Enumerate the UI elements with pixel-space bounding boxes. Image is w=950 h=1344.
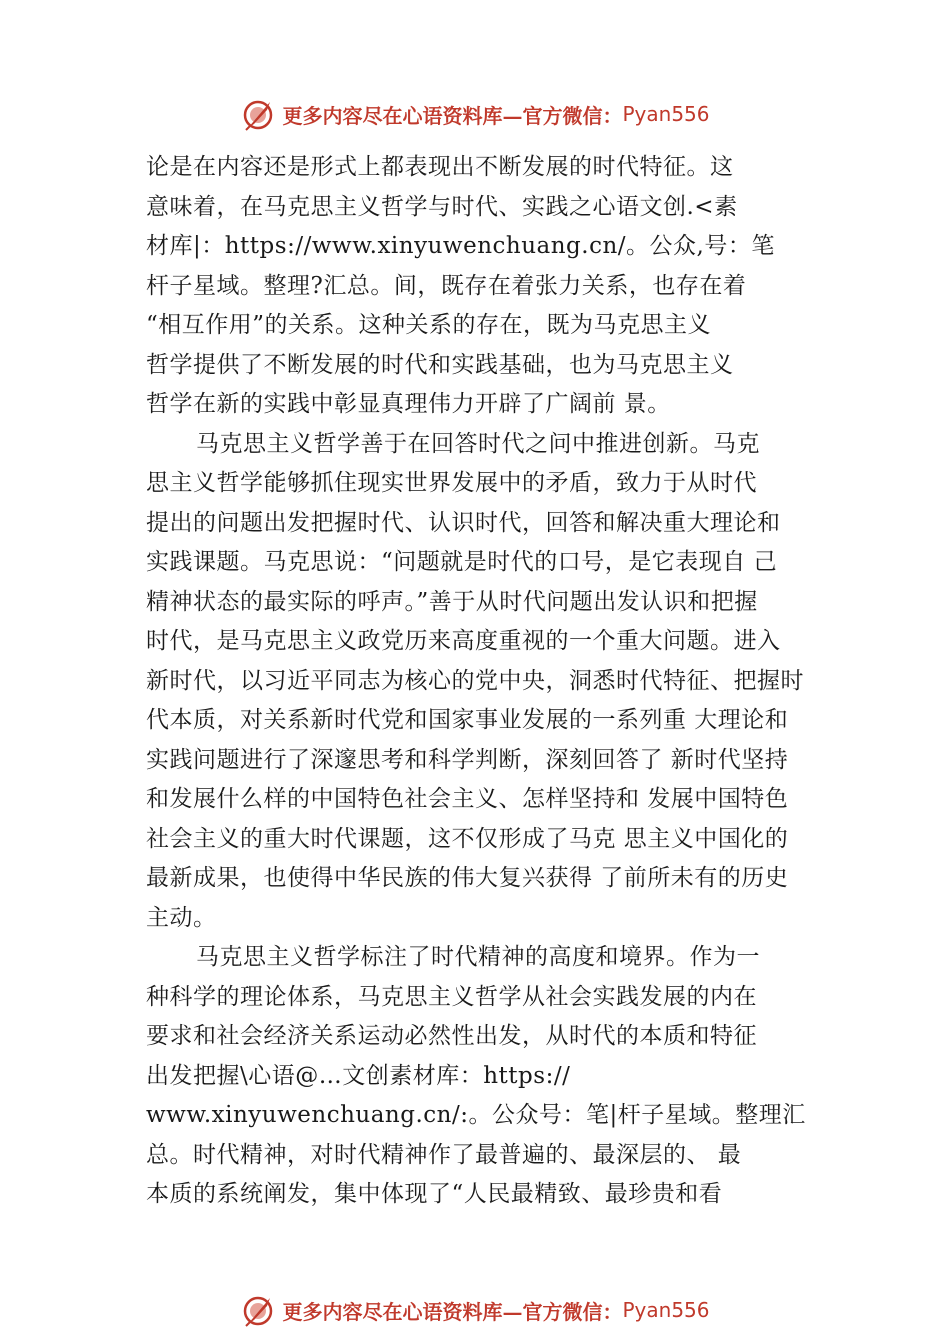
banner-account-id: Pyan556	[622, 1298, 710, 1322]
text-line: 意味着，在马克思主义哲学与时代、实践之心语文创.<素	[146, 193, 738, 220]
text-line: 马克思主义哲学善于在回答时代之问中推进创新。马克	[196, 430, 760, 457]
text-line: 主动。	[146, 904, 217, 931]
text-line: 论是在内容还是形式上都表现出不断发展的时代特征。这	[146, 154, 734, 180]
text-line: 时代，是马克思主义政党历来高度重视的一个重大问题。进入	[146, 628, 781, 654]
banner-brand: 更多内容尽在心语资料库	[282, 1299, 503, 1324]
text-line: 材库|：https://www.xinyuwenchuang.cn/。公众,号：笔	[146, 233, 775, 259]
text-line: 要求和社会经济关系运动必然性出发，从时代的本质和特征	[146, 1023, 757, 1049]
text-line: 和发展什么样的中国特色社会主义、怎样坚持和 发展中国特色	[146, 786, 789, 812]
banner-account-label: —官方微信：	[502, 1299, 623, 1324]
text-line: 本质的系统阐发，集中体现了“人民最精致、最珍贵和看	[146, 1181, 723, 1207]
text-line: 实践问题进行了深邃思考和科学判断，深刻回答了 新时代坚持	[146, 746, 789, 773]
text-line: 新时代，以习近平同志为核心的党中央，洞悉时代特征、把握时	[146, 667, 804, 694]
banner-brand: 更多内容尽在心语资料库	[282, 103, 503, 128]
text-line: 总。时代精神，对时代精神作了最普遍的、最深层的、 最	[146, 1141, 742, 1168]
text-line: 哲学提供了不断发展的时代和实践基础，也为马克思主义	[146, 351, 734, 378]
quill-seal-icon	[240, 96, 276, 132]
text-line: 代本质，对关系新时代党和国家事业发展的一系列重 大理论和	[146, 707, 789, 733]
text-line: 思主义哲学能够抓住现实世界发展中的矛盾，致力于从时代	[146, 470, 757, 496]
text-line: 社会主义的重大时代课题，这不仅形成了马克 思主义中国化的	[146, 825, 789, 852]
text-line: 哲学在新的实践中彰显真理伟力开辟了广阔前 景。	[146, 391, 671, 417]
document-body	[146, 148, 826, 1215]
text-line: 种科学的理论体系，马克思主义哲学从社会实践发展的内在	[146, 983, 757, 1010]
text-line: www.xinyuwenchuang.cn/:。公众号：笔|杆子星域。整理汇	[146, 1102, 806, 1128]
text-line: 提出的问题出发把握时代、认识时代，回答和解决重大理论和	[146, 509, 781, 536]
text-line: 最新成果，也使得中华民族的伟大复兴获得 了前所未有的历史	[146, 865, 789, 891]
quill-seal-icon	[240, 1292, 276, 1328]
text-line: 实践课题。马克思说：“问题就是时代的口号，是它表现自 己	[146, 549, 778, 575]
footer-banner	[0, 1290, 950, 1330]
text-line: 出发把握\心语@…文创素材库：https://	[146, 1062, 571, 1089]
text-line: 马克思主义哲学标注了时代精神的高度和境界。作为一	[196, 944, 760, 970]
text-line: 杆子星域。整理?汇总。间，既存在着张力关系，也存在着	[146, 272, 747, 299]
header-banner	[0, 94, 950, 134]
banner-account-label: —官方微信：	[502, 103, 623, 128]
banner-account-id: Pyan556	[622, 102, 710, 126]
text-line: “相互作用”的关系。这种关系的存在，既为马克思主义	[146, 312, 712, 338]
text-line: 精神状态的最实际的呼声。”善于从时代问题出发认识和把握	[146, 588, 758, 615]
